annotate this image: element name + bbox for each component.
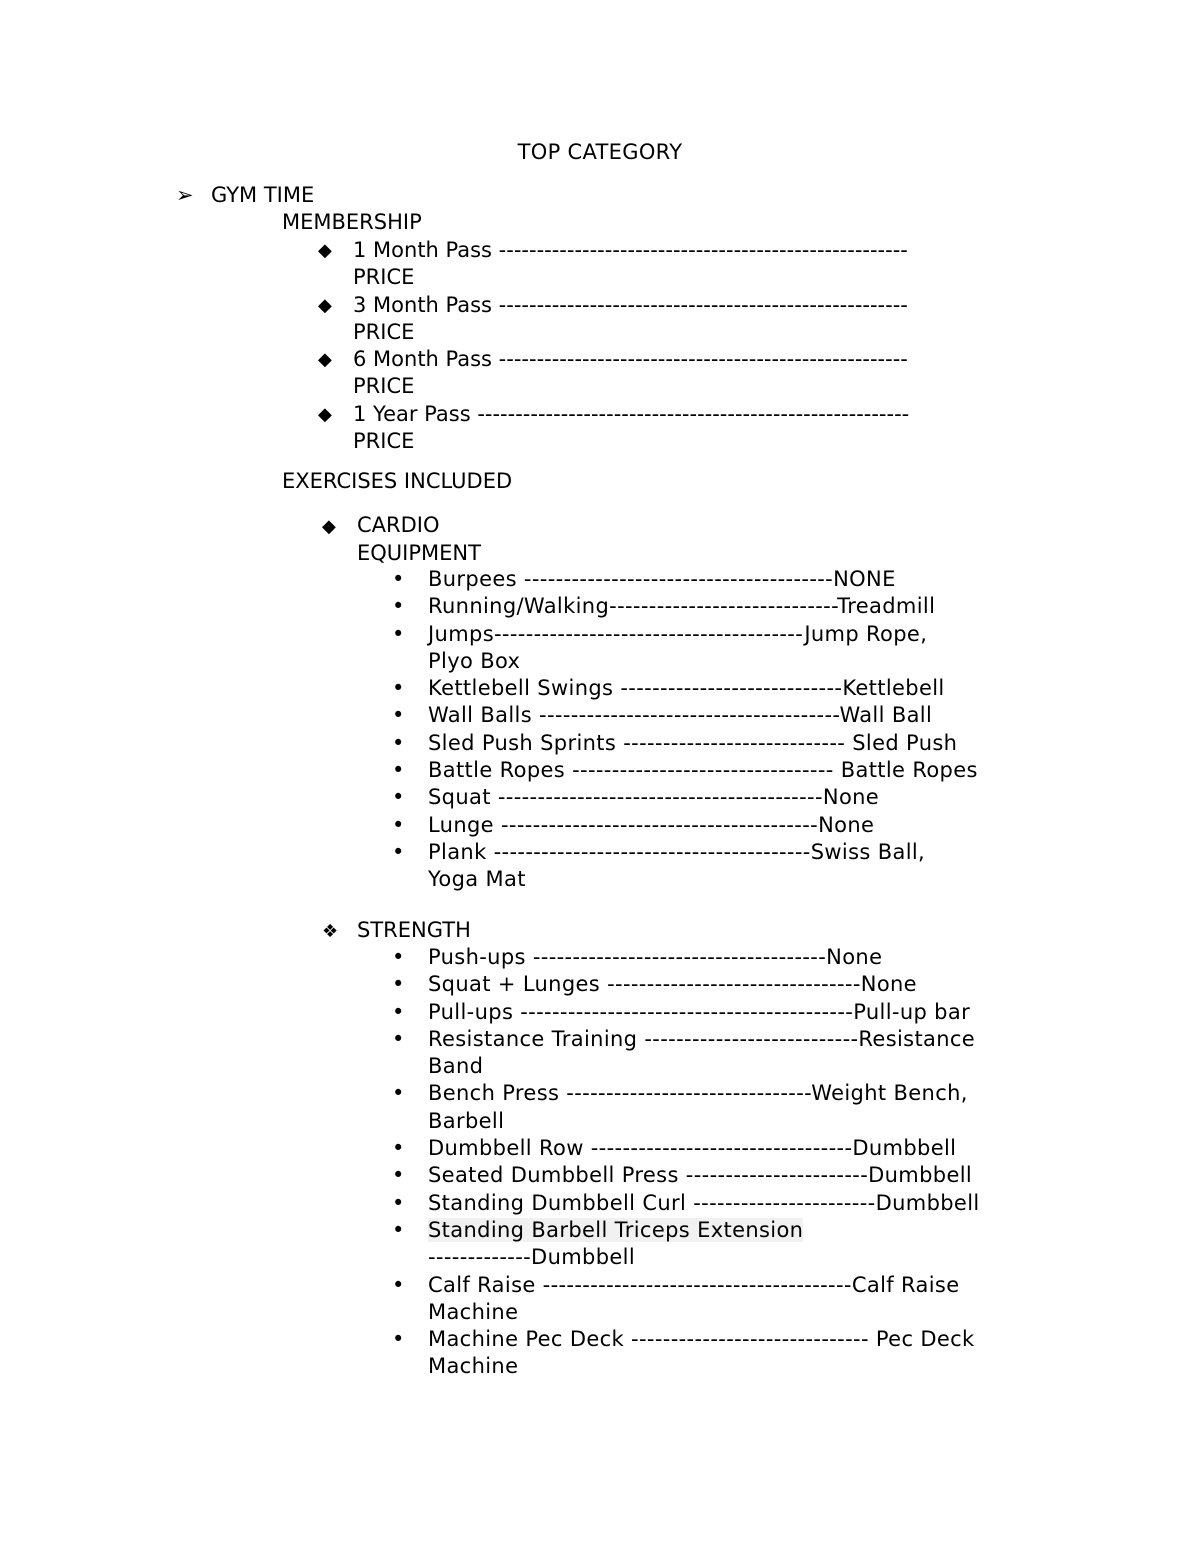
gym-time-heading: [176, 182, 314, 209]
diamond-bullet-icon: ◆: [318, 294, 332, 316]
list-item: • Lunge ----------------------------------------None: [392, 812, 1092, 839]
list-item: • Burpees ---------------------------------------NONE: [392, 566, 1092, 593]
diamond-bullet-icon: ◆: [318, 240, 332, 261]
membership-heading: MEMBERSHIP: [282, 210, 422, 234]
list-item: • Standing Dumbbell Curl -----------------------Dumbbell: [392, 1190, 1092, 1217]
cardio-exercise-list: [392, 566, 1092, 894]
equipment-label: EQUIPMENT: [357, 541, 481, 566]
list-item: • Resistance Training ---------------------------Resistance Band: [392, 1026, 1092, 1081]
arrow-bullet-icon: ➢: [176, 183, 194, 207]
list-item: • Standing Barbell Triceps Extension -------------Dumbbell: [392, 1217, 1092, 1272]
exercises-included-heading: EXERCISES INCLUDED: [282, 469, 513, 493]
strength-exercise-list: [392, 944, 1092, 1381]
list-item: • Jumps---------------------------------------Jump Rope, Plyo Box: [392, 621, 1092, 676]
list-item: • Squat -----------------------------------------None: [392, 784, 1092, 811]
list-item: • Kettlebell Swings ----------------------------Kettlebell: [392, 675, 1092, 702]
diamond-bullet-icon: ◆: [322, 516, 336, 537]
list-item: • Squat + Lunges --------------------------------None: [392, 971, 1092, 998]
list-item: • Running/Walking-----------------------------Treadmill: [392, 593, 1092, 620]
list-item: • Calf Raise ---------------------------------------Calf Raise Machine: [392, 1272, 1092, 1327]
list-item: ◆ 1 Month Pass ------------------------------------------------------ PRICE: [318, 238, 908, 290]
list-item: ◆ 1 Year Pass --------------------------------------------------------- PRICE: [318, 401, 910, 454]
cardio-category: [322, 512, 481, 568]
list-item: • Machine Pec Deck ------------------------------ Pec Deck Machine: [392, 1326, 1092, 1381]
list-item: • Push-ups -------------------------------------None: [392, 944, 1092, 971]
list-item: • Battle Ropes --------------------------------- Battle Ropes: [392, 757, 1092, 784]
highlighted-text: Standing Barbell Triceps Extension: [428, 1217, 804, 1242]
list-item: ◆ 3 Month Pass ------------------------------------------------------ PRICE: [318, 292, 908, 344]
strength-category: [322, 917, 471, 945]
list-item: • Bench Press -------------------------------Weight Bench, Barbell: [392, 1080, 1092, 1135]
list-item: • Sled Push Sprints ---------------------------- Sled Push: [392, 730, 1092, 757]
gym-time-label: GYM TIME: [211, 183, 315, 207]
list-item: • Seated Dumbbell Press -----------------------Dumbbell: [392, 1162, 1092, 1189]
list-item: • Pull-ups ------------------------------------------Pull-up bar: [392, 999, 1092, 1026]
diamond-bullet-icon: ◆: [318, 349, 332, 371]
list-item: • Dumbbell Row ---------------------------------Dumbbell: [392, 1135, 1092, 1162]
cardio-label: CARDIO: [357, 513, 440, 537]
four-diamond-bullet-icon: ❖: [322, 921, 339, 942]
list-item: • Plank ----------------------------------------Swiss Ball, Yoga Mat: [392, 839, 1092, 894]
page-title: TOP CATEGORY: [517, 140, 683, 164]
list-item: ◆ 6 Month Pass ------------------------------------------------------ PRICE: [318, 347, 908, 399]
strength-label: STRENGTH: [357, 918, 471, 942]
list-item: • Wall Balls --------------------------------------Wall Ball: [392, 702, 1092, 729]
diamond-bullet-icon: ◆: [318, 403, 332, 425]
membership-list: [318, 237, 909, 455]
